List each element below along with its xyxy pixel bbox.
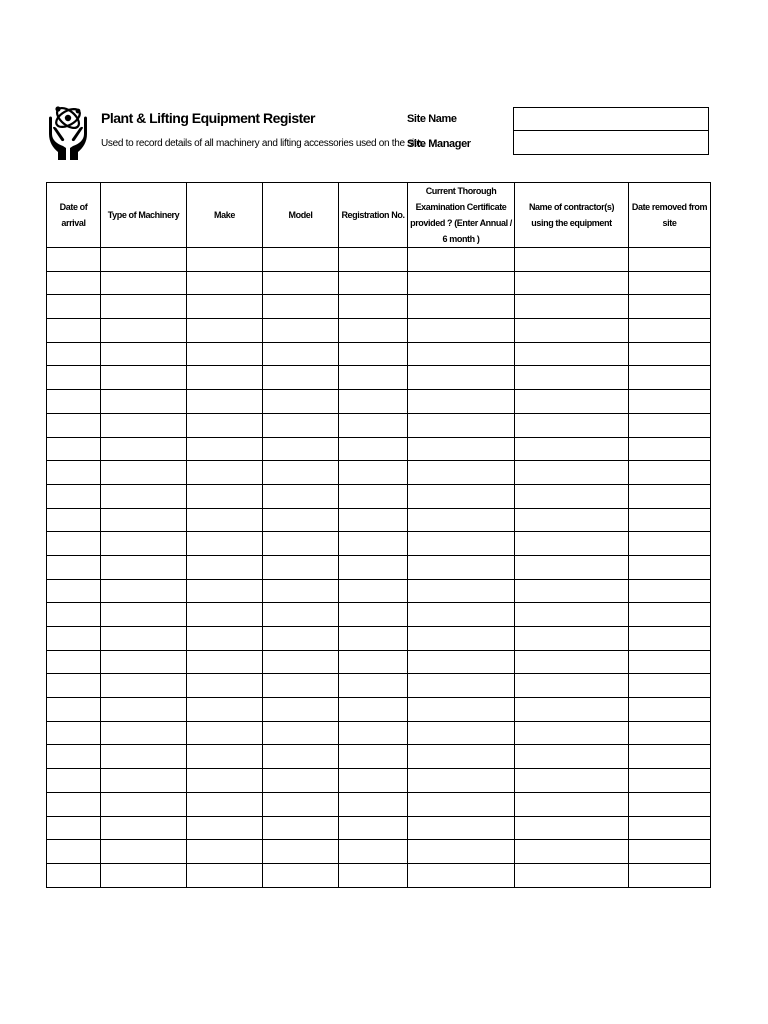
table-cell[interactable] [515,390,629,414]
table-row [47,863,711,887]
table-cell[interactable] [339,484,408,508]
table-cell[interactable] [515,627,629,651]
table-cell[interactable] [263,627,339,651]
table-cell[interactable] [187,413,263,437]
table-cell[interactable] [187,674,263,698]
table-cell[interactable] [339,769,408,793]
table-cell[interactable] [339,745,408,769]
column-header-contractor-name: Name of contractor(s) using the equipment [515,183,629,248]
table-cell[interactable] [263,721,339,745]
table-cell[interactable] [629,390,711,414]
table-row [47,532,711,556]
table-cell[interactable] [263,248,339,272]
table-cell[interactable] [263,508,339,532]
table-cell[interactable] [101,271,187,295]
table-cell[interactable] [101,698,187,722]
table-cell[interactable] [339,295,408,319]
table-row [47,366,711,390]
table-cell[interactable] [515,413,629,437]
table-cell[interactable] [47,579,101,603]
table-cell[interactable] [263,674,339,698]
table-cell[interactable] [339,579,408,603]
table-cell[interactable] [408,342,515,366]
table-cell[interactable] [187,792,263,816]
table-cell[interactable] [187,508,263,532]
table-cell[interactable] [339,508,408,532]
table-row [47,579,711,603]
table-cell[interactable] [629,461,711,485]
table-cell[interactable] [101,508,187,532]
table-cell[interactable] [263,555,339,579]
table-cell[interactable] [629,627,711,651]
table-cell[interactable] [263,461,339,485]
table-cell[interactable] [187,840,263,864]
table-row [47,390,711,414]
table-cell[interactable] [47,508,101,532]
table-cell[interactable] [515,650,629,674]
table-cell[interactable] [263,792,339,816]
site-name-field[interactable] [513,107,709,131]
table-cell[interactable] [339,792,408,816]
table-cell[interactable] [101,555,187,579]
table-cell[interactable] [47,248,101,272]
table-cell[interactable] [408,413,515,437]
table-row [47,295,711,319]
table-cell[interactable] [101,413,187,437]
column-header-date-of-arrival: Date of arrival [47,183,101,248]
table-cell[interactable] [263,366,339,390]
table-cell[interactable] [101,627,187,651]
table-cell[interactable] [408,319,515,343]
table-cell[interactable] [515,319,629,343]
table-cell[interactable] [263,650,339,674]
table-cell[interactable] [47,295,101,319]
table-cell[interactable] [187,248,263,272]
table-cell[interactable] [47,461,101,485]
document-subtitle: Used to record details of all machinery and lifting accessories used on the site. [101,138,425,149]
table-cell[interactable] [187,603,263,627]
table-cell[interactable] [339,674,408,698]
table-cell[interactable] [101,863,187,887]
table-cell[interactable] [187,461,263,485]
table-cell[interactable] [515,366,629,390]
table-cell[interactable] [408,769,515,793]
table-cell[interactable] [47,698,101,722]
table-cell[interactable] [629,532,711,556]
table-cell[interactable] [101,769,187,793]
table-cell[interactable] [47,555,101,579]
table-cell[interactable] [47,650,101,674]
table-cell[interactable] [101,461,187,485]
table-cell[interactable] [47,532,101,556]
table-cell[interactable] [101,390,187,414]
table-cell[interactable] [187,437,263,461]
table-cell[interactable] [263,603,339,627]
table-cell[interactable] [263,579,339,603]
table-cell[interactable] [515,461,629,485]
table-cell[interactable] [263,342,339,366]
table-cell[interactable] [515,816,629,840]
table-cell[interactable] [263,437,339,461]
table-cell[interactable] [187,579,263,603]
table-cell[interactable] [629,271,711,295]
table-cell[interactable] [515,792,629,816]
table-cell[interactable] [629,603,711,627]
table-cell[interactable] [187,271,263,295]
table-cell[interactable] [339,390,408,414]
table-cell[interactable] [47,769,101,793]
table-cell[interactable] [101,840,187,864]
table-cell[interactable] [629,650,711,674]
table-cell[interactable] [515,698,629,722]
table-cell[interactable] [339,555,408,579]
table-cell[interactable] [263,745,339,769]
table-cell[interactable] [47,390,101,414]
table-cell[interactable] [339,461,408,485]
table-cell[interactable] [263,840,339,864]
table-cell[interactable] [408,461,515,485]
table-cell[interactable] [339,603,408,627]
table-row [47,484,711,508]
table-cell[interactable] [629,816,711,840]
table-cell[interactable] [101,366,187,390]
table-cell[interactable] [101,342,187,366]
table-row [47,319,711,343]
table-row [47,413,711,437]
table-cell[interactable] [629,508,711,532]
table-cell[interactable] [629,484,711,508]
table-cell[interactable] [339,271,408,295]
table-cell[interactable] [408,698,515,722]
table-cell[interactable] [101,532,187,556]
column-header-registration-no: Registration No. [339,183,408,248]
table-cell[interactable] [101,248,187,272]
table-row [47,271,711,295]
table-cell[interactable] [408,627,515,651]
table-cell[interactable] [263,413,339,437]
table-cell[interactable] [101,745,187,769]
table-cell[interactable] [187,816,263,840]
table-cell[interactable] [515,248,629,272]
table-cell[interactable] [408,390,515,414]
table-cell[interactable] [263,390,339,414]
table-cell[interactable] [515,603,629,627]
table-cell[interactable] [101,721,187,745]
table-cell[interactable] [187,342,263,366]
table-cell[interactable] [629,295,711,319]
equipment-register-table [46,182,711,888]
table-cell[interactable] [515,295,629,319]
table-row [47,840,711,864]
table-cell[interactable] [408,366,515,390]
table-cell[interactable] [101,579,187,603]
table-cell[interactable] [339,319,408,343]
table-row [47,792,711,816]
table-cell[interactable] [263,863,339,887]
table-cell[interactable] [515,769,629,793]
table-header-row [47,183,711,248]
table-cell[interactable] [629,674,711,698]
table-cell[interactable] [408,816,515,840]
table-cell[interactable] [263,532,339,556]
register-body [47,248,711,888]
table-cell[interactable] [47,674,101,698]
table-cell[interactable] [187,769,263,793]
site-manager-field[interactable] [513,131,709,155]
table-cell[interactable] [101,792,187,816]
table-cell[interactable] [629,319,711,343]
table-cell[interactable] [629,342,711,366]
table-cell[interactable] [187,627,263,651]
table-cell[interactable] [101,603,187,627]
table-row [47,603,711,627]
table-cell[interactable] [263,816,339,840]
table-cell[interactable] [629,745,711,769]
table-row [47,698,711,722]
table-row [47,769,711,793]
table-cell[interactable] [47,437,101,461]
table-row [47,437,711,461]
column-header-date-removed: Date removed from site [629,183,711,248]
table-cell[interactable] [515,508,629,532]
table-cell[interactable] [408,532,515,556]
table-cell[interactable] [408,650,515,674]
table-cell[interactable] [629,840,711,864]
table-cell[interactable] [339,366,408,390]
table-cell[interactable] [263,295,339,319]
table-cell[interactable] [339,721,408,745]
table-cell[interactable] [339,816,408,840]
table-cell[interactable] [515,674,629,698]
table-cell[interactable] [408,721,515,745]
table-cell[interactable] [629,555,711,579]
table-cell[interactable] [339,437,408,461]
table-cell[interactable] [101,437,187,461]
table-cell[interactable] [408,674,515,698]
table-cell[interactable] [408,840,515,864]
table-row [47,721,711,745]
table-cell[interactable] [47,319,101,343]
table-row [47,816,711,840]
table-row [47,555,711,579]
table-cell[interactable] [187,745,263,769]
table-cell[interactable] [629,413,711,437]
table-cell[interactable] [515,579,629,603]
table-cell[interactable] [629,437,711,461]
table-cell[interactable] [187,650,263,674]
table-cell[interactable] [339,342,408,366]
document-title: Plant & Lifting Equipment Register [101,110,316,126]
table-cell[interactable] [408,555,515,579]
table-cell[interactable] [408,484,515,508]
table-cell[interactable] [515,342,629,366]
table-cell[interactable] [515,484,629,508]
table-cell[interactable] [187,390,263,414]
table-cell[interactable] [629,863,711,887]
table-cell[interactable] [339,248,408,272]
table-cell[interactable] [339,698,408,722]
table-cell[interactable] [339,413,408,437]
table-cell[interactable] [515,840,629,864]
table-cell[interactable] [263,769,339,793]
table-cell[interactable] [408,271,515,295]
table-cell[interactable] [408,863,515,887]
table-cell[interactable] [47,484,101,508]
table-cell[interactable] [47,840,101,864]
table-cell[interactable] [47,413,101,437]
table-cell[interactable] [339,532,408,556]
table-row [47,508,711,532]
table-row [47,627,711,651]
table-cell[interactable] [187,555,263,579]
table-cell[interactable] [47,792,101,816]
table-cell[interactable] [515,271,629,295]
table-cell[interactable] [408,603,515,627]
table-cell[interactable] [187,366,263,390]
table-row [47,674,711,698]
table-cell[interactable] [629,366,711,390]
table-cell[interactable] [47,745,101,769]
table-cell[interactable] [629,721,711,745]
table-cell[interactable] [47,342,101,366]
table-cell[interactable] [339,863,408,887]
table-cell[interactable] [101,319,187,343]
table-cell[interactable] [515,437,629,461]
table-cell[interactable] [187,319,263,343]
table-row [47,342,711,366]
table-cell[interactable] [47,863,101,887]
column-header-model: Model [263,183,339,248]
table-cell[interactable] [47,721,101,745]
column-header-thorough-examination-certificate: Current Thorough Examination Certificate provided ? (Enter Annual / 6 month ) [408,183,515,248]
table-cell[interactable] [263,319,339,343]
table-row [47,461,711,485]
table-cell[interactable] [629,792,711,816]
table-cell[interactable] [515,555,629,579]
table-cell[interactable] [629,248,711,272]
table-cell[interactable] [101,650,187,674]
table-cell[interactable] [339,627,408,651]
table-cell[interactable] [515,721,629,745]
table-cell[interactable] [408,437,515,461]
table-cell[interactable] [408,745,515,769]
site-manager-label: Site Manager [407,138,471,150]
table-cell[interactable] [515,532,629,556]
table-cell[interactable] [187,698,263,722]
table-cell[interactable] [187,295,263,319]
table-row [47,650,711,674]
site-name-label: Site Name [407,113,457,125]
table-cell[interactable] [47,816,101,840]
table-cell[interactable] [101,295,187,319]
table-cell[interactable] [629,579,711,603]
table-cell[interactable] [47,271,101,295]
table-cell[interactable] [339,650,408,674]
table-cell[interactable] [408,295,515,319]
caring-hands-icon [47,98,89,162]
table-cell[interactable] [263,484,339,508]
table-cell[interactable] [263,271,339,295]
table-cell[interactable] [408,579,515,603]
table-row [47,745,711,769]
table-cell[interactable] [263,698,339,722]
table-cell[interactable] [515,863,629,887]
table-row [47,248,711,272]
column-header-make: Make [187,183,263,248]
table-cell[interactable] [408,792,515,816]
table-cell[interactable] [101,674,187,698]
table-cell[interactable] [187,484,263,508]
table-cell[interactable] [101,816,187,840]
table-cell[interactable] [47,603,101,627]
table-cell[interactable] [187,532,263,556]
table-cell[interactable] [629,769,711,793]
table-cell[interactable] [47,627,101,651]
table-cell[interactable] [101,484,187,508]
table-cell[interactable] [187,721,263,745]
table-cell[interactable] [47,366,101,390]
column-header-type-of-machinery: Type of Machinery [101,183,187,248]
table-cell[interactable] [339,840,408,864]
table-cell[interactable] [629,698,711,722]
table-cell[interactable] [187,863,263,887]
table-cell[interactable] [515,745,629,769]
table-cell[interactable] [408,508,515,532]
table-cell[interactable] [408,248,515,272]
